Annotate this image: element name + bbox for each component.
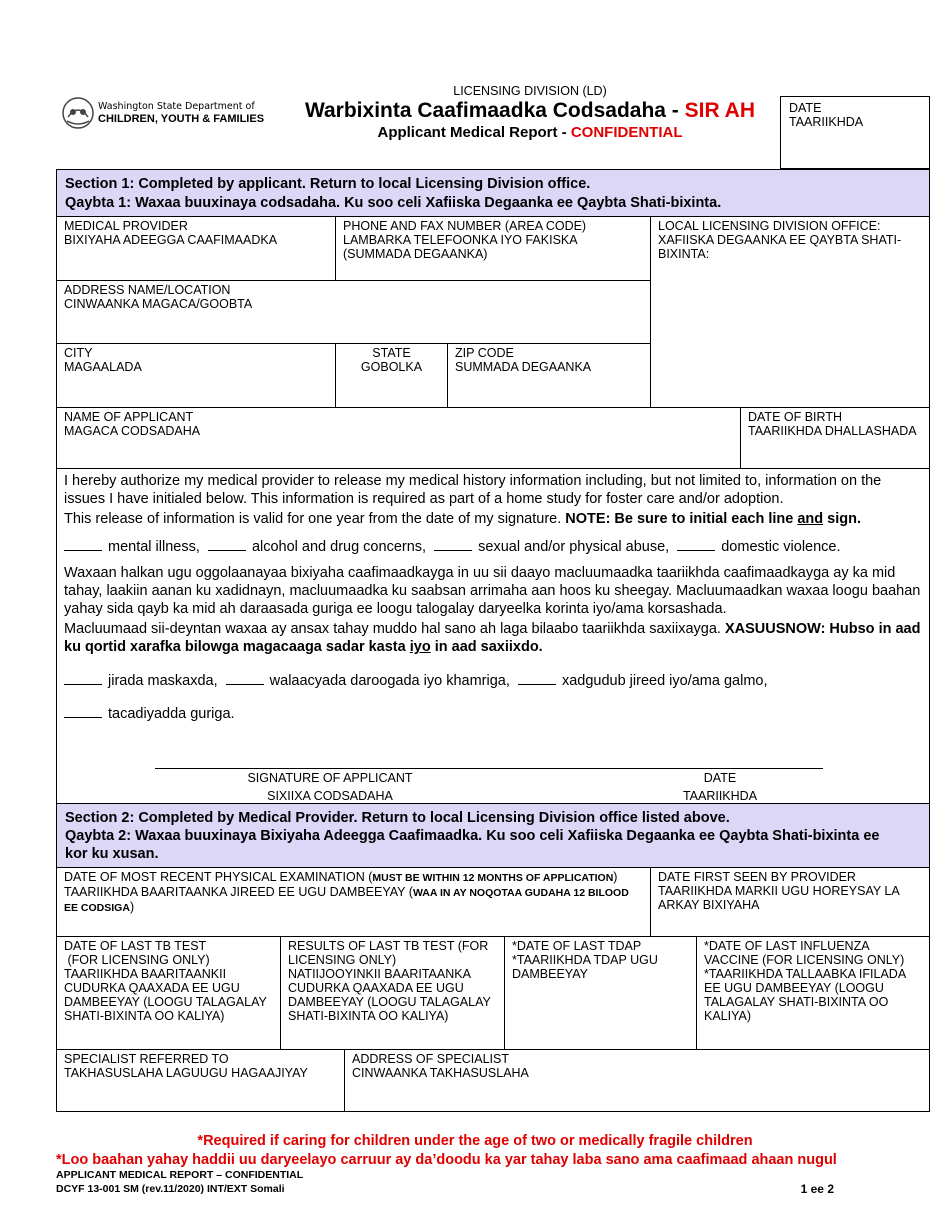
flu-line: VACCINE (FOR LICENSING ONLY) bbox=[704, 953, 905, 967]
zip-label-so: SUMMADA DEGAANKA bbox=[455, 360, 592, 374]
medical-provider-field[interactable] bbox=[56, 216, 336, 281]
local-office-label: LOCAL LICENSING DIVISION OFFICE: bbox=[658, 219, 881, 233]
initial-blank[interactable] bbox=[208, 536, 246, 551]
title-text: Warbixinta Caafimaadka Codsadaha - bbox=[304, 99, 685, 122]
initial-line-en bbox=[64, 536, 924, 556]
initial-blank[interactable] bbox=[64, 536, 102, 551]
specialist-address-label: ADDRESS OF SPECIALIST bbox=[352, 1052, 509, 1066]
signature-date-label bbox=[660, 769, 780, 805]
flu-line: TALAGALAY SHATI-BIXINTA OO bbox=[704, 995, 889, 1009]
auth-en-sign: sign. bbox=[823, 511, 862, 527]
tb-results-field[interactable] bbox=[280, 936, 505, 1050]
tb-test-line: SHATI-BIXINTA OO KALIYA) bbox=[64, 1009, 225, 1023]
tb-results-line: CUDURKA QAAXADA EE UGU bbox=[288, 981, 464, 995]
exam-date-label-so bbox=[64, 885, 643, 915]
tdap-line: *TAARIIKHDA TDAP UGU bbox=[512, 953, 658, 967]
signature-label bbox=[200, 769, 460, 805]
form-id: DCYF 13-001 SM (rev.11/2020) INT/EXT Somali bbox=[56, 1183, 285, 1195]
auth-so-iyo: iyo bbox=[409, 639, 431, 655]
address-field[interactable] bbox=[56, 280, 651, 344]
address-label: ADDRESS NAME/LOCATION bbox=[64, 283, 231, 297]
flu-line: KALIYA) bbox=[704, 1009, 752, 1023]
division-label: LICENSING DIVISION (LD) bbox=[453, 84, 607, 98]
dob-field[interactable] bbox=[740, 407, 930, 469]
phone-fax-label-so: LAMBARKA TELEFOONKA IYO FAKISKA bbox=[343, 233, 578, 247]
initial-item: sexual and/or physical abuse, bbox=[478, 539, 670, 555]
tb-results-line: NATIIJOOYINKII BAARITAANKA bbox=[288, 967, 471, 981]
auth-so-end: in aad saxiixdo. bbox=[430, 639, 543, 655]
initial-item: mental illness, bbox=[108, 539, 200, 555]
state-label-so: GOBOLKA bbox=[360, 360, 423, 374]
exam-so-bold: WAA IN AY NOQOTAA GUDAHA 12 BILOOD EE CODSIGA bbox=[64, 887, 629, 914]
subtitle-tag: CONFIDENTIAL bbox=[570, 124, 683, 141]
first-seen-field[interactable] bbox=[650, 867, 930, 937]
required-note-en: *Required if caring for children under the age of two or medically fragile children bbox=[197, 1133, 753, 1149]
auth-en-validity: This release of information is valid for one year from the date of my signature. bbox=[64, 511, 566, 527]
signature-label-so: SIXIIXA CODSADAHA bbox=[267, 789, 393, 803]
exam-en-end: ) bbox=[613, 870, 618, 884]
initial-line-so-2 bbox=[64, 703, 924, 723]
tb-test-line: CUDURKA QAAXADA EE UGU bbox=[64, 981, 240, 995]
required-note-so: *Loo baahan yahay haddii uu daryeelayo carruur ay da’doodu ka yar tahay laba sano ama caafimaad ahaan nugul bbox=[56, 1152, 837, 1168]
city-field[interactable] bbox=[56, 343, 336, 408]
tb-test-line: DAMBEEYAY (LOOGU TALAGALAY bbox=[64, 995, 267, 1009]
exam-so-end: ) bbox=[129, 900, 135, 914]
local-office-field[interactable] bbox=[650, 216, 930, 408]
section1-heading-en: Section 1: Completed by applicant. Return to local Licensing Division office. bbox=[65, 176, 591, 192]
city-label-so: MAGAALADA bbox=[64, 360, 142, 374]
applicant-name-label-so: MAGACA CODSADAHA bbox=[64, 424, 201, 438]
initial-blank[interactable] bbox=[434, 536, 472, 551]
initial-line-so bbox=[64, 670, 924, 690]
date-box[interactable] bbox=[780, 96, 930, 169]
tdap-line: *DATE OF LAST TDAP bbox=[512, 939, 642, 953]
date-label: DATE bbox=[789, 101, 822, 115]
initial-item: walaacyada daroogada iyo khamriga, bbox=[269, 673, 510, 689]
flu-line: *TAARIIKHDA TALLAABKA IFILADA bbox=[704, 967, 907, 981]
auth-so-para1: Waxaan halkan ugu oggolaanayaa bixiyaha caafimaadkayga in uu sii daayo macluumaadka taariikhda caafimaadkayga ay ka mid tahay, laakiin aanan ku xadidnayn, macluumaadka ku saabsan arrimaha aan hoos ku sheegay. Macluumaadkan waxaa loogu baahan yahay sida qayb ka mid ah daraasada guriga ee loogu talogalay daryeelka korinta iyo/ama korsashada. bbox=[64, 565, 921, 617]
tb-results-line: SHATI-BIXINTA OO KALIYA) bbox=[288, 1009, 449, 1023]
first-seen-label-so2: ARKAY BIXIYAHA bbox=[658, 898, 760, 912]
specialist-address-label-so: CINWAANKA TAKHASUSLAHA bbox=[352, 1066, 529, 1080]
tb-test-line: TAARIIKHDA BAARITAANKII bbox=[64, 967, 227, 981]
signature-date-so: TAARIIKHDA bbox=[682, 789, 758, 803]
initial-blank[interactable] bbox=[518, 670, 556, 685]
state-field[interactable] bbox=[335, 343, 448, 408]
initial-item: alcohol and drug concerns, bbox=[251, 539, 427, 555]
exam-so: TAARIIKHDA BAARITAANKA JIREED EE UGU DAMBEEYAY ( bbox=[64, 885, 413, 899]
tb-results-line: RESULTS OF LAST TB TEST (FOR bbox=[288, 939, 489, 953]
address-label-so: CINWAANKA MAGACA/GOOBTA bbox=[64, 297, 253, 311]
auth-en-note-text: NOTE: Be sure to initial each line bbox=[565, 511, 798, 527]
phone-fax-field[interactable] bbox=[335, 216, 651, 281]
dob-label-so: TAARIIKHDA DHALLASHADA bbox=[748, 424, 917, 438]
local-office-label-so: XAFIISKA DEGAANKA EE QAYBTA SHATI- bbox=[658, 233, 902, 247]
zip-field[interactable] bbox=[447, 343, 651, 408]
exam-date-label bbox=[64, 870, 643, 885]
auth-en-para2 bbox=[64, 510, 924, 528]
initial-blank[interactable] bbox=[64, 703, 102, 718]
subtitle-text: Applicant Medical Report - bbox=[377, 124, 571, 141]
specialist-label: SPECIALIST REFERRED TO bbox=[64, 1052, 229, 1066]
initial-item: tacadiyadda guriga. bbox=[108, 706, 235, 722]
specialist-address-field[interactable] bbox=[344, 1049, 930, 1112]
medical-provider-label-so: BIXIYAHA ADEEGGA CAAFIMAADKA bbox=[64, 233, 278, 247]
section2-heading-en: Section 2: Completed by Medical Provider. Return to local Licensing Division office listed above. bbox=[65, 810, 730, 826]
agency-line1: Washington State Department of bbox=[98, 101, 255, 112]
auth-en-and: and bbox=[797, 511, 824, 527]
auth-so-validity: Macluumaad sii-deyntan waxaa ay ansax tahay muddo hal sano ah laga bilaabo taariikhda saxiixayga. bbox=[64, 621, 725, 637]
initial-blank[interactable] bbox=[226, 670, 264, 685]
flu-line: *DATE OF LAST INFLUENZA bbox=[704, 939, 870, 953]
section2-heading-so: Qaybta 2: Waxaa buuxinaya Bixiyaha Adeegga Caafimaadka. Ku soo celi Xafiiska Degaanka ee Qaybta Shati-bixinta ee kor ku xusan. bbox=[65, 828, 880, 862]
exam-en: DATE OF MOST RECENT PHYSICAL EXAMINATION ( bbox=[64, 870, 373, 884]
flu-line: EE UGU DAMBEEYAY (LOOGU bbox=[704, 981, 884, 995]
agency-line2: CHILDREN, YOUTH & FAMILIES bbox=[98, 113, 265, 125]
tb-results-line: LICENSING ONLY) bbox=[288, 953, 397, 967]
local-office-label-so2: BIXINTA: bbox=[658, 247, 710, 261]
specialist-label-so: TAKHASUSLAHA LAGUUGU HAGAAJIYAY bbox=[64, 1066, 308, 1080]
tb-results-line: DAMBEEYAY (LOOGU TALAGALAY bbox=[288, 995, 491, 1009]
medical-provider-label: MEDICAL PROVIDER bbox=[64, 219, 188, 233]
title-tag: SIR AH bbox=[684, 99, 756, 122]
exam-en-bold: MUST BE WITHIN 12 MONTHS OF APPLICATION bbox=[372, 872, 614, 884]
applicant-name-field[interactable] bbox=[56, 407, 741, 469]
tb-test-line: (FOR LICENSING ONLY) bbox=[64, 953, 210, 967]
signature-label-en: SIGNATURE OF APPLICANT bbox=[247, 771, 413, 785]
state-label: STATE bbox=[372, 346, 411, 360]
initial-item: domestic violence. bbox=[721, 539, 841, 555]
zip-label: ZIP CODE bbox=[455, 346, 514, 360]
initial-blank[interactable] bbox=[64, 670, 102, 685]
tdap-date-field[interactable] bbox=[504, 936, 697, 1050]
initial-blank[interactable] bbox=[677, 536, 715, 551]
first-seen-label: DATE FIRST SEEN BY PROVIDER bbox=[658, 870, 856, 884]
phone-fax-label-so2: (SUMMADA DEGAANKA) bbox=[343, 247, 488, 261]
tb-test-line: DATE OF LAST TB TEST bbox=[64, 939, 207, 953]
initial-item: xadgudub jireed iyo/ama galmo, bbox=[561, 673, 768, 689]
tb-test-date-field[interactable] bbox=[56, 936, 281, 1050]
section1-heading bbox=[56, 169, 930, 217]
page-number: 1 ee 2 bbox=[800, 1182, 834, 1196]
auth-en-note bbox=[565, 511, 861, 527]
signature-date-en: DATE bbox=[703, 771, 737, 785]
influenza-date-field[interactable] bbox=[696, 936, 930, 1050]
phone-fax-label: PHONE AND FAX NUMBER (AREA CODE) bbox=[343, 219, 587, 233]
authorization-en bbox=[64, 472, 924, 723]
exam-date-field[interactable] bbox=[56, 867, 651, 937]
date-label-so: TAARIIKHDA bbox=[789, 115, 864, 129]
auth-so-note-text: XASUUSNOW: Hubso in aad ku qortid xarafka bilowga magacaaga sadar kasta bbox=[64, 621, 921, 655]
tdap-line: DAMBEEYAY bbox=[512, 967, 588, 981]
form-title: APPLICANT MEDICAL REPORT – CONFIDENTIAL bbox=[56, 1169, 304, 1181]
first-seen-label-so: TAARIIKHDA MARKII UGU HOREYSAY LA bbox=[658, 884, 900, 898]
applicant-name-label: NAME OF APPLICANT bbox=[64, 410, 194, 424]
section1-heading-so: Qaybta 1: Waxaa buuxinaya codsadaha. Ku soo celi Xafiiska Degaanka ee Qaybta Shati-bixinta. bbox=[65, 195, 722, 211]
dob-label: DATE OF BIRTH bbox=[748, 410, 842, 424]
section2-heading bbox=[56, 803, 930, 868]
specialist-field[interactable] bbox=[56, 1049, 345, 1112]
auth-so-para2 bbox=[64, 620, 924, 656]
city-label: CITY bbox=[64, 346, 93, 360]
auth-en-para1: I hereby authorize my medical provider to release my medical history information including, but not limited to, information on the issues I have initialed below. This information is required as part of a home study for foster care and/or adoption. bbox=[64, 473, 882, 507]
initial-item: jirada maskaxda, bbox=[108, 673, 218, 689]
